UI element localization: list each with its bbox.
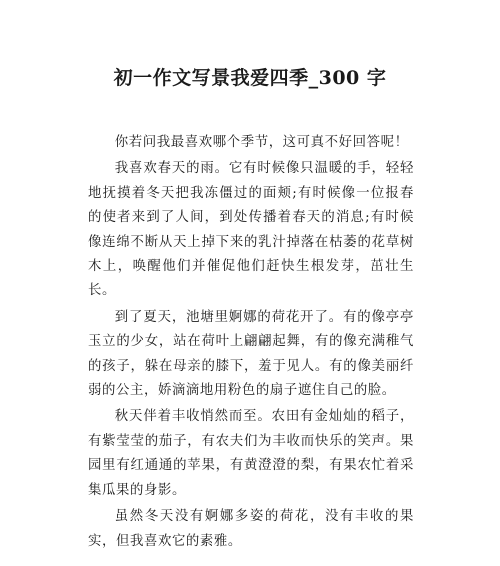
paragraph-2: 我喜欢春天的雨。它有时候像只温暖的手，轻轻地抚摸着冬天把我冻僵过的面颊;有时候像一位报春的使者来到了人间，到处传播着春天的消息;有时候像连绵不断从天上掉下来的乳汁掉落在枯萎的花草树木上，唤醒他们并催促他们赶快生根发芽，茁壮生长。 (88, 161, 414, 299)
paragraph-4: 秋天伴着丰收悄然而至。农田有金灿灿的稻子，有紫莹莹的茄子，有农夫们为丰收而快乐的笑声。果园里有红通通的苹果，有黄澄澄的梨，有果农忙着采集瓜果的身影。 (88, 409, 414, 498)
paragraph-3: 到了夏天，池塘里婀娜的荷花开了。有的像亭亭玉立的少女，站在荷叶上翩翩起舞，有的像充满稚气的孩子，躲在母亲的膝下，羞于见人。有的像美丽纤弱的公主，娇滴滴地用粉色的扇子遮住自己的脸。 (88, 309, 414, 399)
document-title: 初一作文写景我爱四季_300 字 (113, 67, 387, 89)
document-body (88, 131, 414, 556)
paragraph-1: 你若问我最喜欢哪个季节，这可真不好回答呢！ (114, 135, 409, 150)
paragraph-5: 虽然冬天没有婀娜多姿的荷花，没有丰收的果实，但我喜欢它的素雅。 (88, 509, 414, 549)
